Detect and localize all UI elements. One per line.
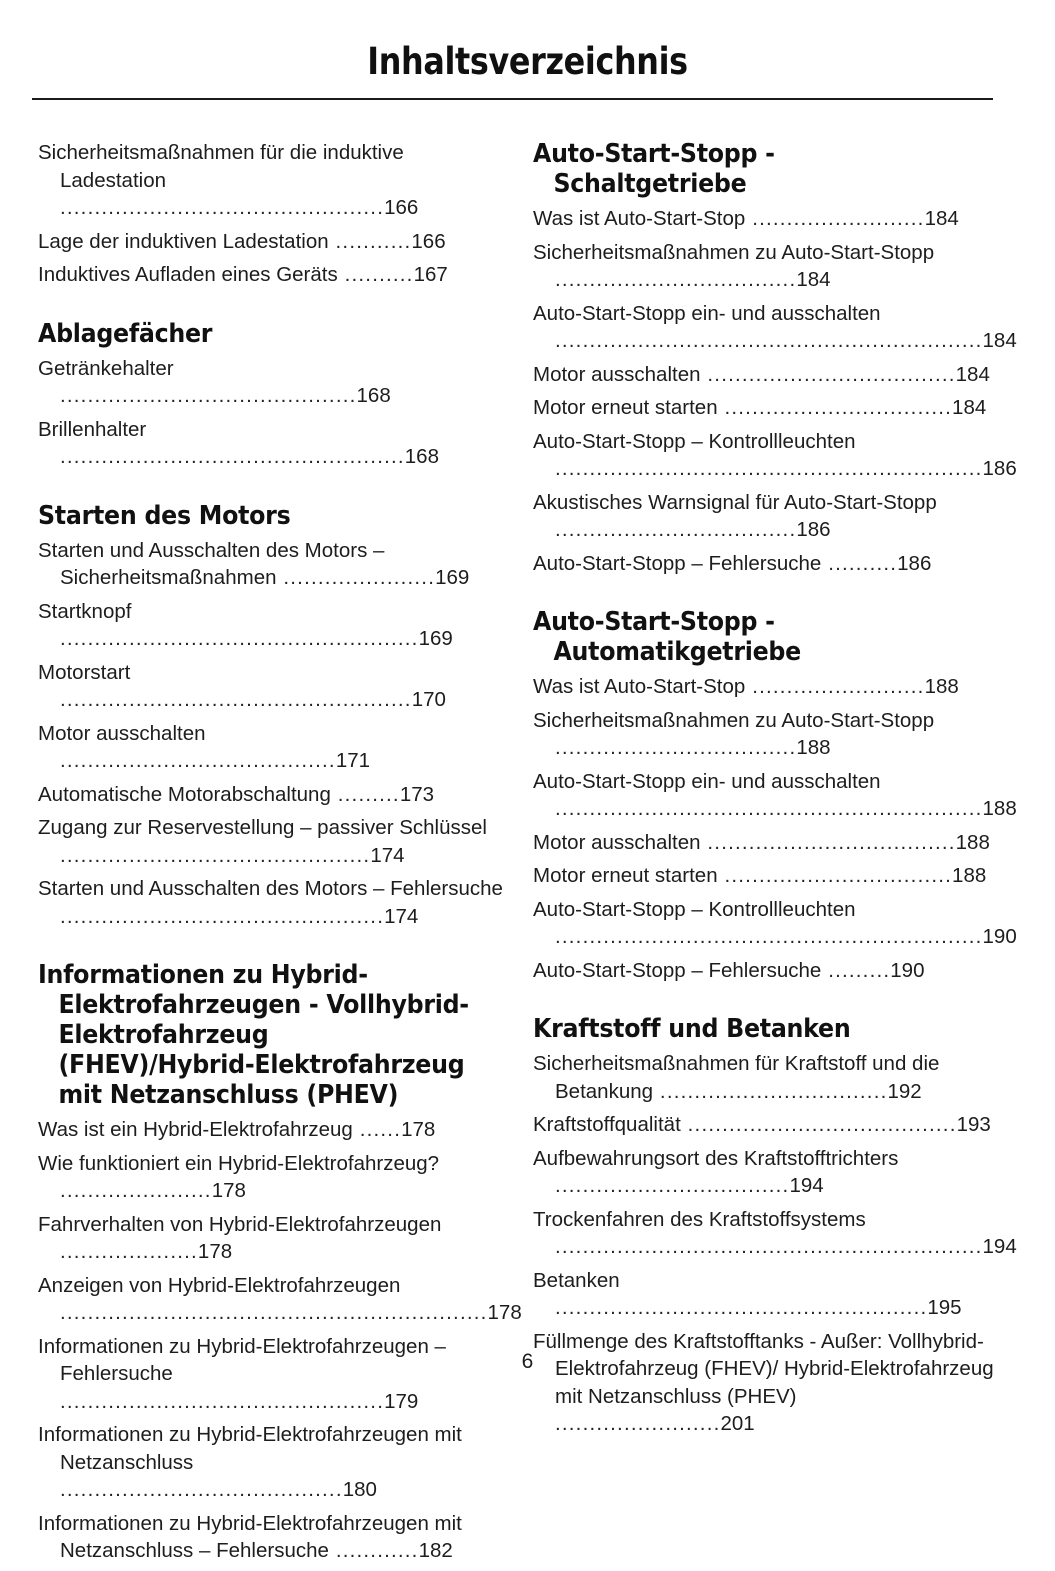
page-number: 6 — [521, 1350, 534, 1373]
toc-entry-label: Kraftstoffqualität — [533, 1113, 681, 1136]
toc-entry-label: Auto-Start-Stopp – Kontrollleuchten — [533, 897, 856, 921]
toc-entry-label: Auto-Start-Stopp ein- und ausschalten — [533, 769, 881, 793]
toc-entry[interactable] — [38, 261, 505, 289]
toc-entry[interactable] — [533, 300, 1017, 355]
toc-entry[interactable] — [38, 1421, 505, 1504]
toc-entry[interactable] — [533, 673, 1000, 701]
toc-entry-page: 184 — [982, 329, 1017, 352]
toc-entry-page: 173 — [399, 782, 435, 806]
toc-entry-leader: ................................. — [717, 396, 953, 419]
toc-entry-label: Motorstart — [38, 660, 131, 684]
toc-entry-leader: .............................................................. — [555, 925, 983, 948]
toc-entry-page: 170 — [411, 688, 446, 711]
toc-entry-page: 166 — [384, 196, 419, 219]
toc-entry-label: Auto-Start-Stopp – Fehlersuche — [533, 551, 822, 575]
toc-entry-page: 192 — [887, 1079, 922, 1103]
toc-entry-leader: ............ — [328, 1539, 419, 1562]
toc-entry-label: Was ist ein Hybrid-Elektrofahrzeug — [38, 1118, 353, 1141]
toc-entry-page: 184 — [952, 396, 987, 419]
toc-entry-page: 174 — [370, 843, 405, 867]
toc-entry-leader: ............................................... — [60, 196, 385, 219]
toc-entry-label: Starten und Ausschalten des Motors – Sicherheitsmaßnahmen — [38, 538, 385, 589]
toc-entry-label: Anzeigen von Hybrid-Elektrofahrzeugen — [38, 1273, 401, 1297]
toc-entry-leader: ................................. — [653, 1079, 888, 1103]
toc-entry-leader: ................................................... — [60, 688, 412, 711]
toc-entry-page: 178 — [211, 1179, 246, 1202]
toc-entry-label: Informationen zu Hybrid-Elektrofahrzeugen – Fehlersuche — [38, 1334, 446, 1385]
section-heading: Kraftstoff und Betanken — [533, 1014, 851, 1044]
toc-entry-label: Motor ausschalten — [533, 362, 701, 386]
toc-entry[interactable] — [38, 875, 505, 930]
toc-entry-label: Wie funktioniert ein Hybrid-Elektrofahrzeug? — [38, 1151, 440, 1175]
toc-entry-page: 190 — [890, 958, 925, 982]
toc-entry[interactable] — [38, 416, 505, 471]
section-heading: Ablagefächer — [38, 318, 213, 349]
toc-entry-leader: ................................... — [555, 518, 797, 541]
section-heading: Auto-Start-Stopp - Schaltgetriebe — [533, 139, 775, 199]
toc-entry[interactable] — [533, 1111, 1000, 1139]
toc-entry-page: 184 — [796, 268, 831, 291]
toc-entry-leader: ........................................ — [60, 749, 336, 772]
toc-entry-leader: ............................................... — [60, 904, 385, 928]
toc-entry-label: Auto-Start-Stopp – Kontrollleuchten — [533, 429, 856, 453]
toc-entry-page: 178 — [487, 1301, 522, 1324]
toc-entry-leader: .............................................................. — [60, 1301, 488, 1324]
toc-entry-label: Starten und Ausschalten des Motors – Fehlersuche — [38, 877, 503, 900]
toc-entry-page: 188 — [982, 797, 1017, 820]
toc-entry-leader: .................................. — [555, 1174, 790, 1197]
toc-entry-label: Automatische Motorabschaltung — [38, 782, 331, 806]
toc-entry-label: Startknopf — [38, 599, 132, 623]
toc-entry-leader: .......... — [821, 551, 898, 575]
toc-entry-leader: .................... — [60, 1240, 198, 1263]
toc-entry-label: Sicherheitsmaßnahmen zu Auto-Start-Stopp — [533, 708, 935, 732]
toc-entry[interactable] — [533, 361, 1000, 389]
toc-entry-page: 174 — [384, 904, 419, 928]
section-heading: Auto-Start-Stopp - Automatikgetriebe — [533, 607, 801, 667]
toc-entry-label: Sicherheitsmaßnahmen für die induktive Ladestation — [38, 141, 404, 192]
toc-entry-leader: .................................................. — [60, 445, 405, 468]
toc-entry-label: Informationen zu Hybrid-Elektrofahrzeugen mit Netzanschluss – Fehlersuche — [38, 1511, 462, 1562]
toc-entry[interactable] — [38, 659, 505, 714]
toc-entry-page: 180 — [342, 1478, 377, 1501]
toc-entry-leader: ......................................... — [60, 1478, 343, 1501]
toc-entry[interactable] — [38, 814, 505, 869]
toc-entry-page: 169 — [418, 627, 453, 650]
toc-entry-leader: ......................... — [745, 675, 925, 698]
section-heading: Informationen zu Hybrid-Elektrofahrzeugen - Vollhybrid-Elektrofahrzeug (FHEV)/Hybrid-Elektrofahrzeug mit Netzanschluss (PHEV) — [38, 960, 469, 1110]
toc-entry[interactable] — [533, 896, 1017, 951]
toc-entry[interactable] — [533, 205, 1000, 233]
toc-entry-leader: .......... — [337, 263, 414, 286]
toc-entry-label: Lage der induktiven Ladestation — [38, 229, 329, 253]
toc-entry-page: 168 — [404, 445, 439, 468]
toc-entry[interactable] — [38, 720, 505, 775]
toc-entry-leader: ........................ — [555, 1412, 721, 1435]
toc-entry-leader: ....................................... — [680, 1113, 957, 1136]
toc-entry-page: 194 — [789, 1174, 824, 1197]
toc-entry-leader: .................................................... — [60, 627, 419, 650]
toc-entry-leader: ................................... — [555, 736, 797, 759]
toc-entry[interactable] — [533, 550, 1000, 578]
title-divider — [32, 98, 993, 100]
toc-entry-page: 188 — [952, 864, 987, 887]
toc-entry-leader: ......... — [330, 782, 400, 806]
toc-entry-label: Fahrverhalten von Hybrid-Elektrofahrzeugen — [38, 1212, 442, 1236]
toc-entry-page: 178 — [401, 1118, 436, 1141]
toc-entry-leader: ...................... — [276, 566, 436, 589]
toc-entry-page: 188 — [924, 675, 959, 698]
toc-entry[interactable] — [38, 1211, 505, 1266]
toc-entry-page: 195 — [927, 1296, 962, 1319]
toc-entry[interactable] — [38, 1510, 505, 1565]
toc-entry[interactable] — [533, 1050, 1000, 1105]
toc-entry-label: Auto-Start-Stopp ein- und ausschalten — [533, 301, 881, 325]
toc-entry-page: 179 — [384, 1389, 419, 1413]
toc-entry-leader: .............................................................. — [555, 329, 983, 352]
toc-entry-leader: ................................. — [717, 864, 953, 887]
toc-entry-label: Trockenfahren des Kraftstoffsystems — [533, 1207, 866, 1231]
toc-entry-page: 188 — [955, 830, 990, 854]
toc-entry-leader: .................................... — [700, 362, 956, 386]
toc-entry[interactable] — [533, 957, 1000, 985]
toc-entry-label: Was ist Auto-Start-Stop — [533, 207, 746, 230]
toc-entry[interactable] — [533, 1206, 1017, 1261]
toc-entry-leader: ...... — [352, 1118, 402, 1141]
toc-entry-leader: .............................................................. — [555, 797, 983, 820]
toc-entry-label: Motor erneut starten — [533, 396, 718, 419]
section-heading: Starten des Motors — [38, 500, 291, 531]
toc-entry[interactable] — [533, 1267, 1000, 1322]
toc-entry-label: Induktives Aufladen eines Geräts — [38, 263, 338, 286]
toc-entry[interactable] — [38, 139, 505, 222]
toc-entry-label: Sicherheitsmaßnahmen für Kraftstoff und die Betankung — [533, 1052, 940, 1103]
toc-entry[interactable] — [38, 355, 505, 410]
toc-entry-page: 190 — [982, 925, 1017, 948]
toc-entry-page: 171 — [335, 749, 371, 772]
toc-entry-label: Sicherheitsmaßnahmen zu Auto-Start-Stopp — [533, 240, 935, 264]
toc-entry-leader: .............................................................. — [555, 457, 983, 480]
toc-entry[interactable] — [533, 239, 1000, 294]
toc-entry[interactable] — [533, 707, 1000, 762]
toc-entry-page: 194 — [982, 1235, 1017, 1258]
toc-entry[interactable] — [533, 1328, 1000, 1438]
toc-entry[interactable] — [533, 394, 1000, 422]
toc-entry[interactable] — [533, 489, 1000, 544]
toc-entry-page: 186 — [982, 457, 1017, 480]
toc-entry[interactable] — [38, 1272, 522, 1327]
toc-entry[interactable] — [38, 228, 505, 256]
toc-entry-leader: .............................................................. — [555, 1235, 983, 1258]
toc-entry-page: 188 — [796, 736, 831, 759]
toc-entry-leader: ........................................... — [60, 384, 357, 407]
toc-entry-label: Getränkehalter — [38, 356, 174, 380]
toc-entry-page: 178 — [197, 1240, 233, 1263]
toc-entry-leader: ...................... — [60, 1179, 212, 1202]
toc-entry-label: Brillenhalter — [38, 417, 147, 441]
toc-entry[interactable] — [38, 1150, 505, 1205]
toc-entry-leader: ............................................. — [60, 843, 371, 867]
toc-entry-label: Informationen zu Hybrid-Elektrofahrzeugen mit Netzanschluss — [38, 1423, 462, 1474]
toc-entry-leader: ......................... — [745, 207, 925, 230]
toc-entry-page: 201 — [720, 1412, 755, 1435]
toc-entry-page: 186 — [897, 551, 932, 575]
toc-entry[interactable] — [38, 781, 505, 809]
toc-entry-page: 182 — [418, 1539, 453, 1562]
toc-entry[interactable] — [533, 829, 1000, 857]
toc-entry-label: Motor erneut starten — [533, 864, 718, 887]
toc-entry-leader: ........... — [328, 229, 412, 253]
toc-entry-label: Betanken — [533, 1268, 620, 1292]
toc-entry-label: Zugang zur Reservestellung – passiver Schlüssel — [38, 816, 487, 839]
toc-entry-page: 166 — [411, 229, 446, 253]
toc-entry-label: Akustisches Warnsignal für Auto-Start-Stopp — [533, 490, 937, 514]
toc-entry-page: 184 — [955, 362, 990, 386]
toc-entry[interactable] — [533, 428, 1017, 483]
toc-entry[interactable] — [533, 1145, 1000, 1200]
toc-entry-page: 167 — [413, 263, 448, 286]
toc-entry-page: 184 — [924, 207, 959, 230]
toc-entry-label: Füllmenge des Kraftstofftanks - Außer: Vollhybrid-Elektrofahrzeug (FHEV)/ Hybrid-Elektrofahrzeug mit Netzanschluss (PHEV) — [533, 1329, 994, 1408]
toc-entry[interactable] — [533, 768, 1017, 823]
toc-entry-label: Auto-Start-Stopp – Fehlersuche — [533, 958, 822, 982]
toc-entry-page: 193 — [956, 1113, 991, 1136]
toc-entry-page: 169 — [435, 566, 470, 589]
toc-entry[interactable] — [533, 862, 1000, 890]
page-title: Inhaltsverzeichnis — [367, 40, 688, 83]
toc-entry-leader: ............................................... — [60, 1389, 385, 1413]
toc-entry-leader: ................................... — [555, 268, 797, 291]
toc-entry-leader: ...................................................... — [555, 1296, 928, 1319]
toc-entry-label: Was ist Auto-Start-Stop — [533, 675, 746, 698]
toc-entry-page: 186 — [796, 518, 831, 541]
toc-entry-label: Aufbewahrungsort des Kraftstofftrichters — [533, 1146, 899, 1170]
toc-entry-label: Motor ausschalten — [38, 721, 206, 745]
toc-entry[interactable] — [38, 537, 505, 592]
toc-entry-label: Motor ausschalten — [533, 830, 701, 854]
toc-entry[interactable] — [38, 598, 505, 653]
toc-entry-leader: ......... — [821, 958, 891, 982]
toc-entry-page: 168 — [356, 384, 391, 407]
toc-entry[interactable] — [38, 1116, 505, 1144]
toc-entry-leader: .................................... — [700, 830, 956, 854]
